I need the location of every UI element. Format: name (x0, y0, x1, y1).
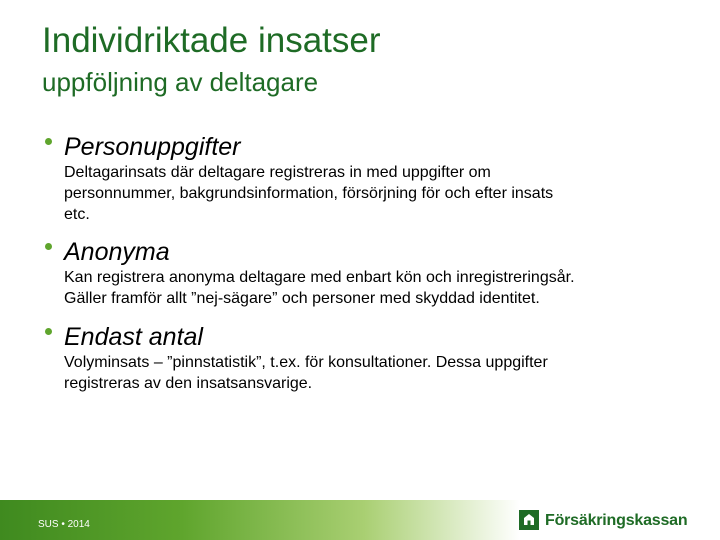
slide-subtitle: uppföljning av deltagare (42, 67, 319, 97)
bullet-dot-icon (45, 243, 52, 250)
forsakringskassan-logo-icon (519, 510, 539, 530)
bullet-body: Deltagarinsats där deltagare registreras in med uppgifter om personnummer, bakgrundsinformation, försörjning för och efter insats etc. (64, 164, 554, 223)
bullet-dot-icon (45, 328, 52, 335)
bullet-body: Kan registrera anonyma deltagare med enbart kön och inregistreringsår. Gäller framför allt ”nej-sägare” och personer med skyddad identitet. (64, 269, 575, 307)
bullet-item-anonyma (42, 237, 714, 309)
slide-title: Individriktade insatser (42, 21, 381, 60)
bullet-item-endast-antal (42, 322, 714, 394)
bullet-heading: Endast antal (64, 323, 203, 351)
bullet-heading: Anonyma (64, 238, 170, 266)
bullet-heading: Personuppgifter (64, 133, 241, 161)
bullet-item-personuppgifter (42, 132, 714, 225)
footer-label: SUS • 2014 (38, 519, 90, 530)
bullet-dot-icon (45, 138, 52, 145)
logo-text: Försäkringskassan (545, 512, 688, 529)
bullet-body: Volyminsats – ”pinnstatistik”, t.ex. för konsultationer. Dessa uppgifter registreras av den insatsansvarige. (64, 354, 548, 392)
